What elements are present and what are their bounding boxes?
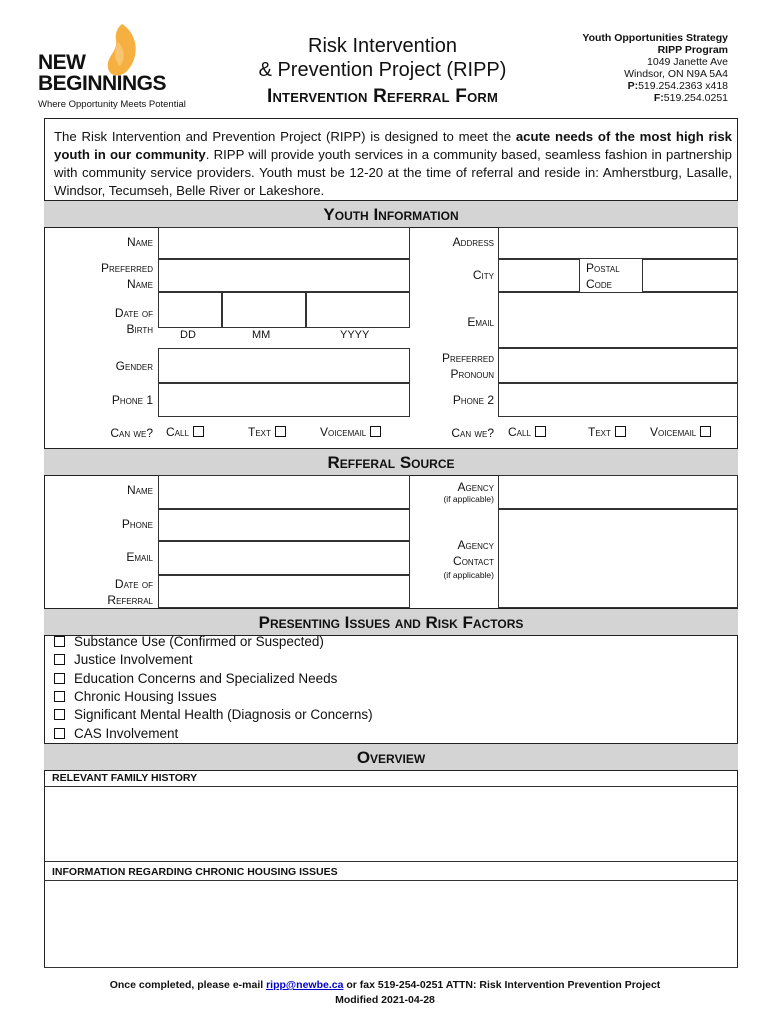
postal-code-input[interactable] (642, 259, 738, 292)
family-history-label: RELEVANT FAMILY HISTORY (52, 772, 198, 784)
issue-label: Chronic Housing Issues (74, 689, 217, 704)
issue-label: Substance Use (Confirmed or Suspected) (74, 634, 324, 649)
name-label: Name (126, 235, 153, 249)
phone2-voicemail-option[interactable] (650, 425, 711, 439)
presenting-issues-heading: Presenting Issues and Risk Factors (44, 608, 738, 636)
organization-address (560, 32, 728, 104)
referral-name-input[interactable] (158, 475, 410, 509)
agency-label: Agency (457, 480, 494, 494)
intro-bold: acute needs of the most high risk youth in our community (54, 129, 732, 162)
intro-paragraph (54, 128, 732, 200)
referral-phone-label: Phone (121, 517, 153, 531)
preferred-name-label-1: Preferred (100, 261, 153, 275)
voicemail-label-1: Voicemail (320, 425, 367, 439)
pronoun-label-2: Pronoun (450, 367, 494, 381)
form-title-block (215, 34, 550, 109)
postal-label-2: Code (586, 277, 613, 291)
title-line-2: & Prevention Project (RIPP) (258, 59, 507, 81)
issue-item[interactable] (54, 670, 337, 688)
referral-source-heading: Refferal Source (44, 448, 738, 476)
dob-mm-caption: MM (252, 329, 271, 341)
fax-label: F: (653, 92, 664, 104)
checkbox-icon[interactable] (535, 426, 546, 437)
checkbox-icon[interactable] (370, 426, 381, 437)
text-label-1: Text (248, 425, 271, 439)
dob-year-input[interactable] (306, 292, 410, 328)
agency-input[interactable] (498, 475, 738, 509)
logo-word-new: NEW (38, 51, 86, 74)
checkbox-icon[interactable] (615, 426, 626, 437)
phone1-call-option[interactable] (166, 425, 204, 439)
call-label-2: Call (508, 425, 531, 439)
pronoun-input[interactable] (498, 348, 738, 383)
postal-code-label (586, 260, 620, 292)
call-label-1: Call (166, 425, 189, 439)
agency-contact-if-applicable: (if applicable) (443, 570, 494, 580)
phone1-input[interactable] (158, 383, 410, 417)
checkbox-icon[interactable] (54, 728, 65, 739)
preferred-name-input[interactable] (158, 259, 410, 292)
issue-item[interactable] (54, 688, 217, 706)
preferred-name-label (50, 260, 153, 292)
dob-month-input[interactable] (222, 292, 306, 328)
gender-label: Gender (115, 359, 153, 373)
city-input[interactable] (498, 259, 580, 292)
issue-label: Justice Involvement (74, 652, 193, 667)
phone1-text-option[interactable] (248, 425, 286, 439)
address-phone: 519.254.2363 x418 (638, 80, 728, 92)
address-program: RIPP Program (657, 44, 728, 56)
issue-item[interactable] (54, 651, 193, 669)
date-referral-label-2: Referral (107, 593, 153, 607)
phone1-voicemail-option[interactable] (320, 425, 381, 439)
address-label: Address (452, 235, 494, 249)
checkbox-icon[interactable] (54, 709, 65, 720)
housing-issues-label: INFORMATION REGARDING CHRONIC HOUSING ISSUES (52, 866, 338, 878)
youth-address-input[interactable] (498, 227, 738, 259)
title-line-1: Risk Intervention (308, 35, 457, 57)
referral-name-label: Name (126, 483, 153, 497)
phone2-input[interactable] (498, 383, 738, 417)
dob-day-input[interactable] (158, 292, 222, 328)
postal-label-1: Postal (586, 261, 620, 275)
checkbox-icon[interactable] (54, 673, 65, 684)
footer-text-pre: Once completed, please e-mail (109, 979, 267, 991)
dob-label-1: Date of (114, 306, 153, 320)
footer-modified: Modified 2021-04-28 (335, 994, 435, 1006)
housing-issues-textarea[interactable] (44, 880, 738, 968)
date-of-referral-label (50, 576, 153, 608)
address-fax: 519.254.0251 (663, 92, 728, 104)
referral-phone-input[interactable] (158, 509, 410, 541)
referral-email-input[interactable] (158, 541, 410, 575)
city-label: City (472, 268, 494, 282)
youth-email-input[interactable] (498, 292, 738, 348)
dob-dd-caption: DD (180, 329, 196, 341)
overview-heading: Overview (44, 743, 738, 771)
issue-item[interactable] (54, 725, 178, 743)
intro-text-1: The Risk Intervention and Prevention Project (RIPP) is designed to meet the (54, 129, 516, 144)
phone-label: P: (627, 80, 639, 92)
agency-contact-label (410, 537, 494, 569)
preferred-name-label-2: Name (126, 277, 153, 291)
can-we-label-2: Can we? (451, 426, 494, 440)
agency-contact-label-2: Contact (453, 554, 494, 568)
can-we-label-1: Can we? (110, 426, 153, 440)
email-label: Email (467, 315, 494, 329)
youth-information-heading: Youth Information (44, 200, 738, 228)
gender-input[interactable] (158, 348, 410, 383)
checkbox-icon[interactable] (193, 426, 204, 437)
checkbox-icon[interactable] (54, 636, 65, 647)
issue-item[interactable] (54, 706, 373, 724)
agency-contact-input[interactable] (498, 509, 738, 608)
agency-contact-label-1: Agency (457, 538, 494, 552)
pronoun-label-1: Preferred (441, 351, 494, 365)
date-of-birth-label (50, 305, 153, 337)
checkbox-icon[interactable] (700, 426, 711, 437)
checkbox-icon[interactable] (275, 426, 286, 437)
youth-name-input[interactable] (158, 227, 410, 259)
form-title: Intervention Referral Form (266, 86, 499, 107)
logo-word-beginnings: BEGINNINGS (38, 72, 167, 95)
issue-item[interactable] (54, 633, 324, 651)
checkbox-icon[interactable] (54, 654, 65, 665)
referral-email-label: Email (126, 550, 153, 564)
date-of-referral-input[interactable] (158, 575, 410, 608)
voicemail-label-2: Voicemail (650, 425, 697, 439)
issue-label: CAS Involvement (74, 726, 179, 741)
intro-text-2: . RIPP will provide youth services in a community based, seamless fashion in partnership with community service providers. Youth must be 12-20 at the time of referral and reside in: Amherstburg, Lasalle, Windsor, Tecumseh, Belle River or Lakeshore. (54, 147, 732, 198)
agency-if-applicable: (if applicable) (443, 494, 494, 504)
footer-email-link[interactable]: ripp@newbe.ca (266, 979, 344, 991)
address-city: Windsor, ON N9A 5A4 (624, 68, 728, 80)
phone2-label: Phone 2 (452, 393, 494, 407)
phone2-text-option[interactable] (588, 425, 626, 439)
dob-yyyy-caption: YYYY (340, 329, 370, 341)
text-label-2: Text (588, 425, 611, 439)
organization-logo (36, 22, 206, 112)
dob-label-2: Birth (126, 322, 153, 336)
phone2-call-option[interactable] (508, 425, 546, 439)
date-referral-label-1: Date of (114, 577, 153, 591)
logo-tagline: Where Opportunity Meets Potential (38, 99, 186, 110)
checkbox-icon[interactable] (54, 691, 65, 702)
pronoun-label (410, 350, 494, 382)
footer-instructions (0, 978, 770, 992)
footer-text-post: or fax 519-254-0251 ATTN: Risk Intervention Prevention Project (343, 979, 661, 991)
family-history-textarea[interactable] (44, 786, 738, 862)
issue-label: Education Concerns and Specialized Needs (74, 671, 338, 686)
phone1-label: Phone 1 (111, 393, 153, 407)
address-org: Youth Opportunities Strategy (582, 32, 728, 44)
issue-label: Significant Mental Health (Diagnosis or Concerns) (74, 707, 373, 722)
address-street: 1049 Janette Ave (647, 56, 728, 68)
